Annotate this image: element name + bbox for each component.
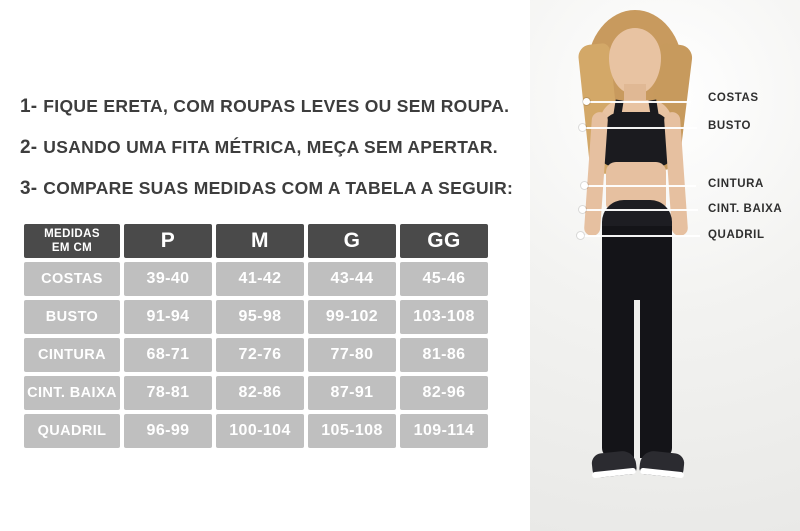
table-row	[24, 414, 488, 448]
instruction-text: FIQUE ERETA, COM ROUPAS LEVES OU SEM ROUPA.	[43, 96, 510, 116]
instruction-item	[20, 96, 520, 118]
cell-quadril-p: 96-99	[124, 414, 212, 448]
cell-quadril-g: 105-108	[308, 414, 396, 448]
instruction-number: 3-	[20, 178, 38, 199]
cell-quadril-m: 100-104	[216, 414, 304, 448]
cell-costas-gg: 45-46	[400, 262, 488, 296]
cell-costas-m: 41-42	[216, 262, 304, 296]
label-cintura: CINTURA	[708, 178, 764, 190]
measure-dot-costas	[583, 98, 590, 105]
cell-cint-baixa-gg: 82-96	[400, 376, 488, 410]
model-photo-panel	[530, 0, 800, 531]
measure-line-cint-baixa	[582, 209, 698, 211]
measure-dot-busto	[579, 124, 586, 131]
cell-cintura-g: 77-80	[308, 338, 396, 372]
instructions-block	[20, 96, 520, 219]
instruction-text: COMPARE SUAS MEDIDAS COM A TABELA A SEGUIR:	[43, 178, 514, 198]
row-header-busto: BUSTO	[24, 300, 120, 334]
table-row	[24, 338, 488, 372]
row-header-quadril: QUADRIL	[24, 414, 120, 448]
label-costas: COSTAS	[708, 92, 759, 104]
row-header-costas: COSTAS	[24, 262, 120, 296]
cell-cintura-m: 72-76	[216, 338, 304, 372]
leg-separation	[634, 300, 640, 458]
cell-busto-m: 95-98	[216, 300, 304, 334]
cell-cint-baixa-g: 87-91	[308, 376, 396, 410]
cell-cint-baixa-p: 78-81	[124, 376, 212, 410]
column-header-p: P	[124, 224, 212, 258]
measure-line-costas	[586, 101, 691, 103]
column-header-m: M	[216, 224, 304, 258]
row-header-cintura: CINTURA	[24, 338, 120, 372]
column-header-g: G	[308, 224, 396, 258]
measure-dot-quadril	[577, 232, 584, 239]
corner-line-1: MEDIDAS	[44, 228, 100, 240]
table-corner-header	[24, 224, 120, 258]
label-busto: BUSTO	[708, 120, 752, 132]
size-table	[20, 220, 492, 452]
cell-busto-g: 99-102	[308, 300, 396, 334]
instruction-item	[20, 137, 520, 159]
measure-line-busto	[582, 127, 697, 129]
sports-top	[600, 112, 672, 166]
instruction-number: 1-	[20, 96, 38, 117]
label-quadril: QUADRIL	[708, 229, 765, 241]
measure-line-quadril	[580, 235, 700, 237]
measure-dot-cintura	[581, 182, 588, 189]
cell-cintura-gg: 81-86	[400, 338, 488, 372]
table-row	[24, 376, 488, 410]
measure-line-cintura	[584, 185, 696, 187]
cell-cintura-p: 68-71	[124, 338, 212, 372]
row-header-cint-baixa: CINT. BAIXA	[24, 376, 120, 410]
cell-costas-g: 43-44	[308, 262, 396, 296]
leggings-waistband	[602, 200, 672, 226]
table-row	[24, 300, 488, 334]
instruction-item	[20, 178, 520, 200]
table-row	[24, 262, 488, 296]
cell-costas-p: 39-40	[124, 262, 212, 296]
cell-busto-gg: 103-108	[400, 300, 488, 334]
table-header-row	[24, 224, 488, 258]
instruction-number: 2-	[20, 137, 38, 158]
model-figure	[530, 0, 800, 531]
instruction-text: USANDO UMA FITA MÉTRICA, MEÇA SEM APERTAR.	[43, 137, 498, 157]
measure-dot-cint-baixa	[579, 206, 586, 213]
cell-quadril-gg: 109-114	[400, 414, 488, 448]
column-header-gg: GG	[400, 224, 488, 258]
corner-line-2: EM CM	[51, 242, 93, 254]
cell-cint-baixa-m: 82-86	[216, 376, 304, 410]
label-cint-baixa: CINT. BAIXA	[708, 203, 783, 215]
cell-busto-p: 91-94	[124, 300, 212, 334]
